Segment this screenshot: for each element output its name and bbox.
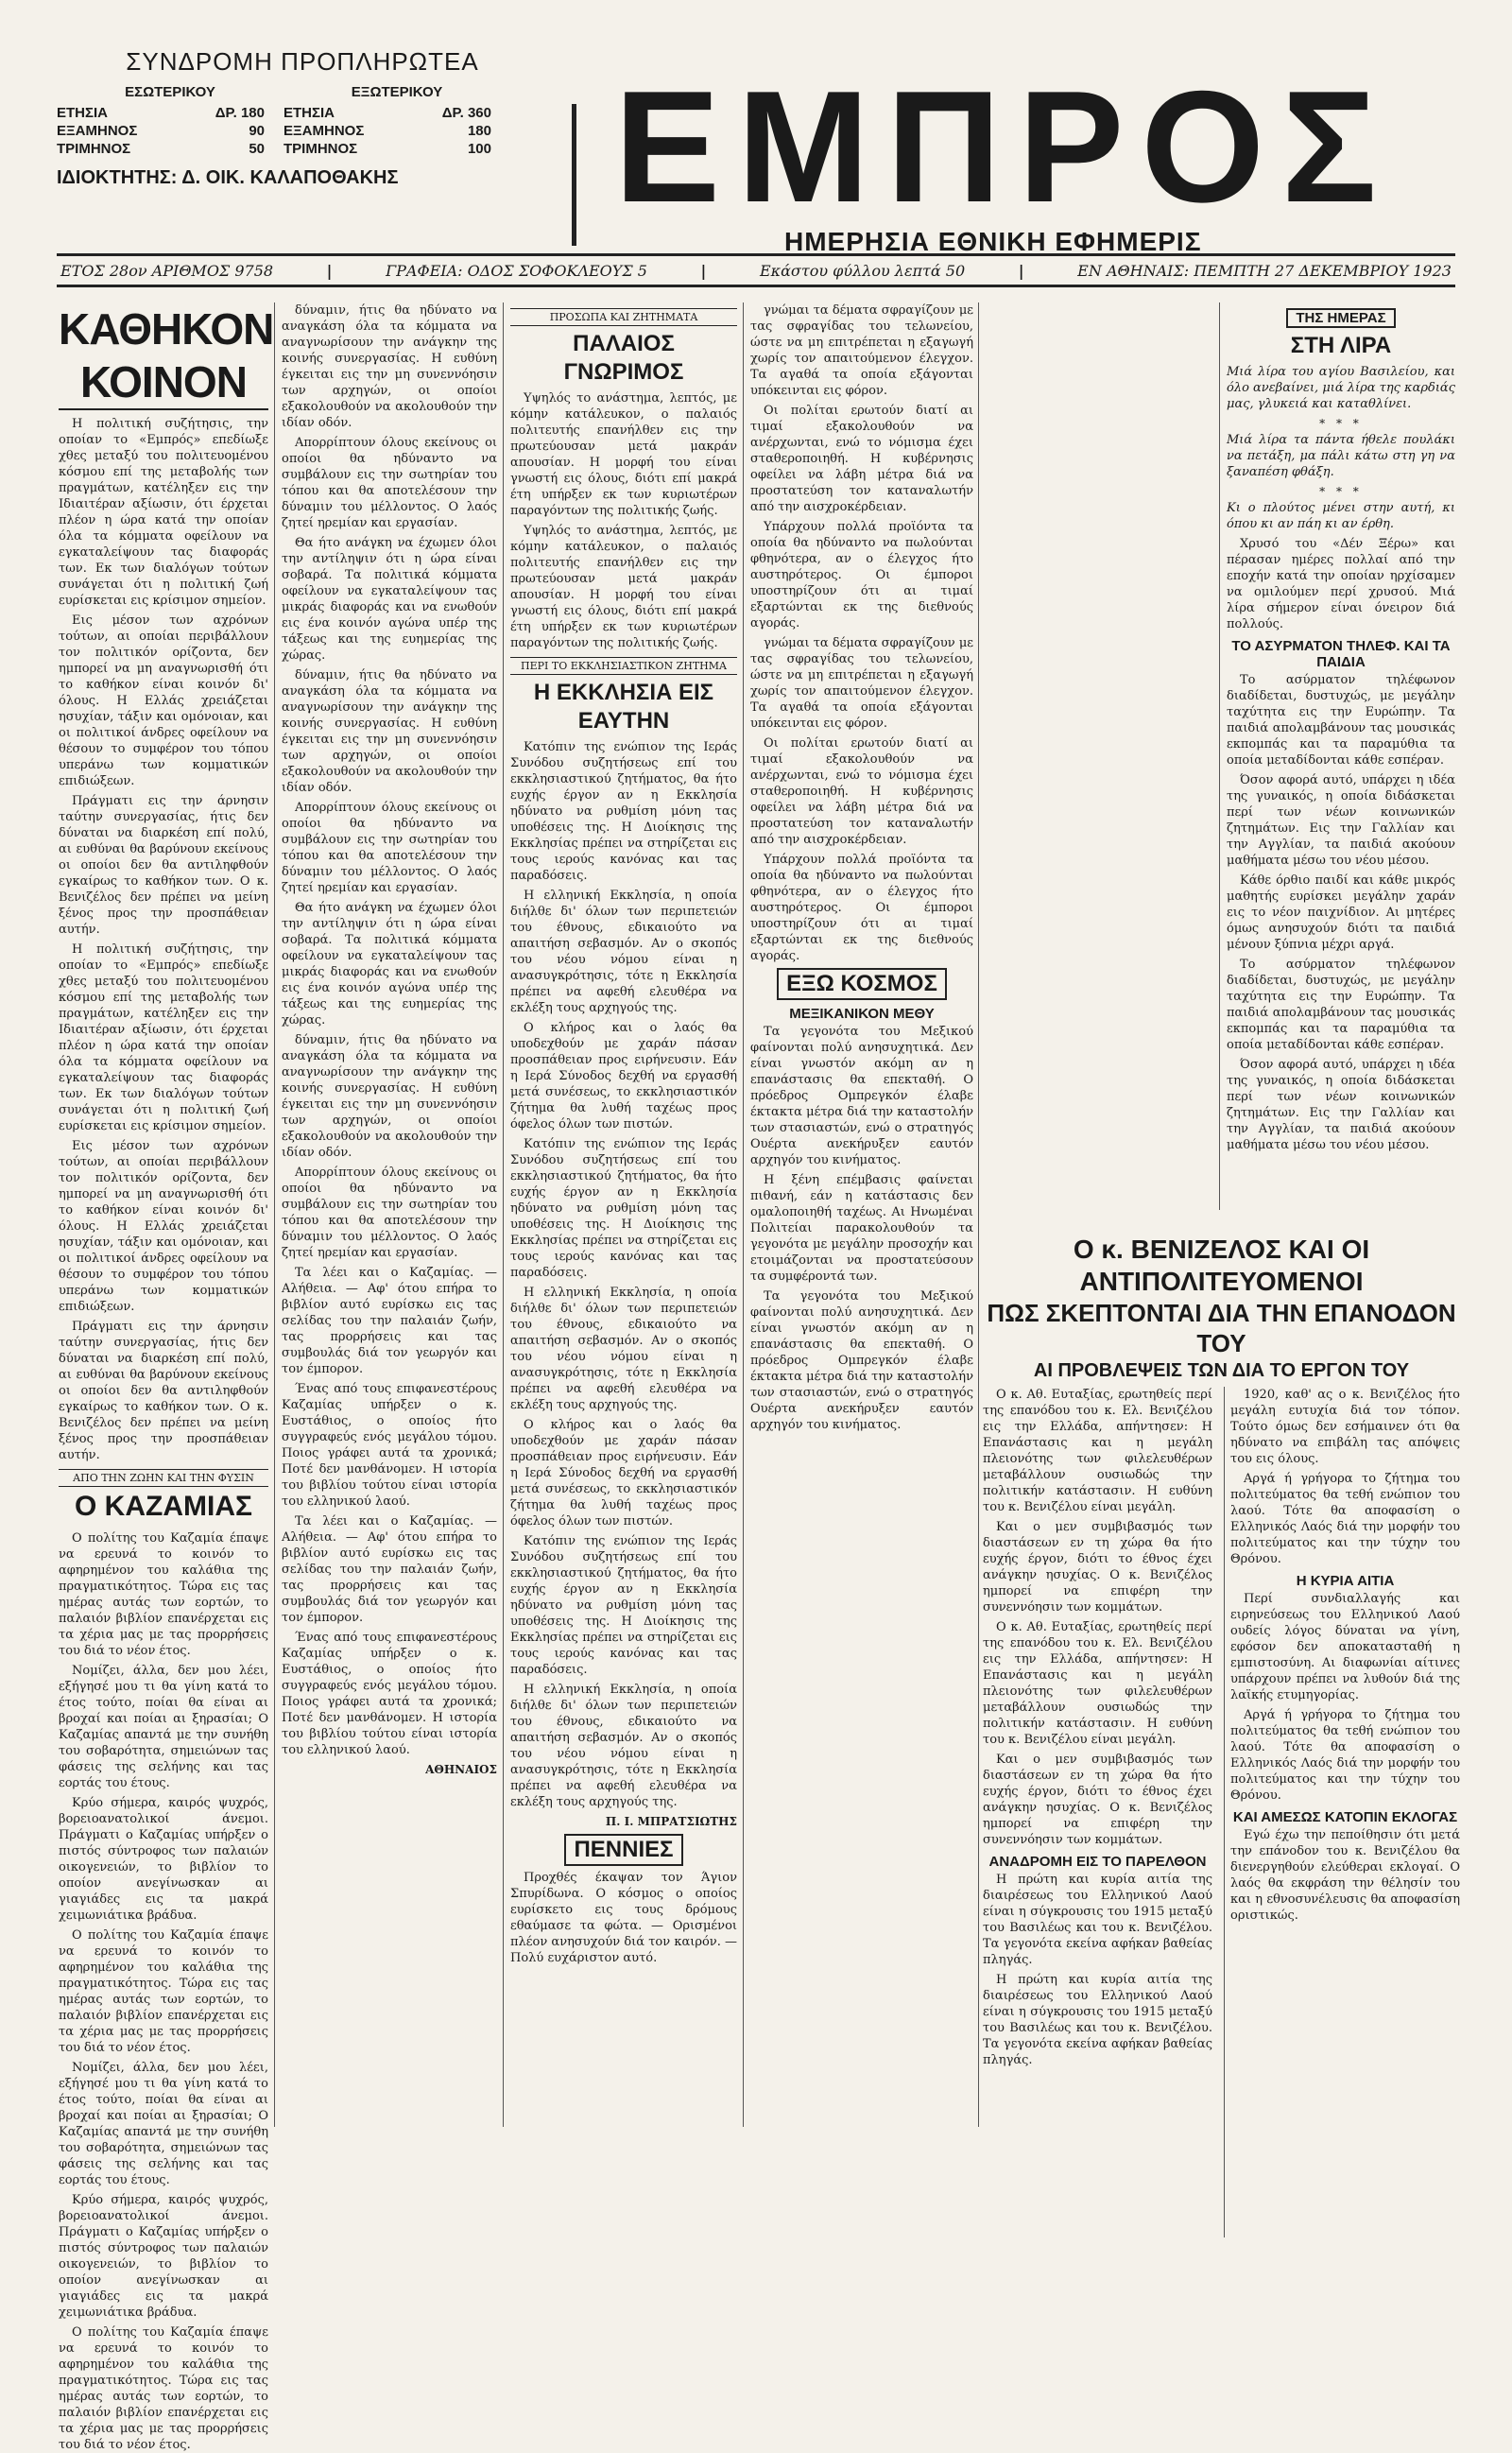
article-paragraph: Τα λέει και ο Καζαμίας. — Αλήθεια. — Αφ' ότου επήρα το βιβλίον αυτό ευρίσκω εις τας σελίδας του την παλαιάν ζωήν, τας προρρήσεις και τας συμβουλάς διά τον γεωργόν και τον έμπορον. [282, 1266, 497, 1376]
foreign-prices [284, 84, 510, 158]
article-paragraph: Εις μέσον των αχρόνων τούτων, αι οποίαι περιβάλλουν τον πολιτικόν ορίζοντα, δεν ημπορεί να μη αναγνωρισθή ότι το καθήκον είναι κοινόν δι' όλους. Η Ελλάς χρειάζεται ησυχίαν, τάξιν και ομόνοιαν, και οι πολιτικοί άνδρες οφείλουν να θέσουν το συμφέρον του τόπου υπεράνω των κομματικών επιδιώξεων. [59, 613, 268, 788]
foreign-label: ΕΞΩΤΕΡΙΚΟΥ [351, 84, 443, 100]
wide-headline: Ο κ. ΒΕΝΙΖΕΛΟΣ ΚΑΙ ΟΙ ΑΝΤΙΠΟΛΙΤΕΥΟΜΕΝΟΙ [1073, 1235, 1370, 1296]
poem-stanza: Μιά λίρα τα πάντα ήθελε πουλάκι να πετάξη, μα πάλι κάτω στη γη να ξαναπέση φθάξη. [1227, 433, 1455, 479]
headline-main: ΚΑΘΗΚΟΝ ΚΟΙΝΟΝ [59, 302, 268, 410]
column-box-label: ΤΗΣ ΗΜΕΡΑΣ [1286, 308, 1395, 328]
sub-headline: ΜΕΞΙΚΑΝΙΚΟΝ ΜΕΘΥ [789, 1006, 935, 1022]
article-paragraph: Τα γεγονότα του Μεξικού φαίνονται πολύ ανησυχητικά. Δεν είναι γνωστόν ακόμη αν η επανάστασις θα επεκταθή. Ο πρόεδρος Ομπρεγκόν έλαβε έκτακτα μέτρα διά την καταστολήν των στασιαστών, ενώ ο στρατηγός Ουέρτα ανεκήρυξεν εαυτόν αρχηγόν του κινήματος. [750, 1289, 973, 1432]
subscription-box [57, 47, 510, 189]
section-headline: ΣΤΗ ΛΙΡΑ [1290, 333, 1392, 358]
article-paragraph: Οι πολίται ερωτούν διατί αι τιμαί εξακολουθούν να ανέρχωνται, ενώ το νόμισμα έχει σταθεροποιηθή. Η κυβέρνησις οφείλει να λάβη μέτρα διά να προστατεύση τον καταναλωτήν από την αισχροκέρδειαν. [750, 404, 973, 514]
column-divider [978, 302, 979, 2127]
price-row: ΤΡΙΜΗΝΟΣ 100 [284, 141, 491, 157]
masthead-divider [572, 104, 576, 246]
masthead [57, 47, 1455, 256]
article-paragraph: Υψηλός το ανάστημα, λεπτός, με κόμην κατάλευκον, ο παλαιός πολιτευτής επανήλθεν εις την πρωτεύουσαν μετά μακράν απουσίαν. Η μορφή του είναι γνωστή εις όλους, διότι επί μακρά έτη υπήρξεν εκ των κυριωτέρων παραγόντων της πολιτικής ζωής. [510, 391, 737, 518]
price-row: ΕΤΗΣΙΑ ΔΡ. 360 [284, 105, 491, 121]
column-divider [1219, 302, 1220, 1210]
section-kicker: ΠΕΡΙ ΤΟ ΕΚΚΛΗΣΙΑΣΤΙΚΟΝ ΖΗΤΗΜΑ [510, 657, 737, 675]
issue-date: ΕΝ ΑΘΗΝΑΙΣ: ΠΕΜΠΤΗ 27 ΔΕΚΕΜΒΡΙΟΥ 1923 [1077, 261, 1452, 280]
article-paragraph: Ο πολίτης του Καζαμία έπαψε να ερευνά το κοινόν το αφηρημένον του καλάθια της πραγματικότητος. Τώρα εις τας ημέρας αυτάς των εορτών, το παλαιόν βιβλίον επανέρχεται εις τα χέρια μας με τας προρρήσεις του διά το νέον έτος. [59, 1928, 268, 2055]
article-paragraph: Και ο μεν συμβιβασμός των διαστάσεων εν τη χώρα θα ήτο ευχής έργον, διότι το έθνος έχει ανάγκην ησυχίας. Ο κ. Βενιζέλος ημπορεί να επιφέρη την συνεννόησιν των κομμάτων. [983, 1520, 1212, 1615]
article-paragraph: Ο κλήρος και ο λαός θα υποδεχθούν με χαράν πάσαν προσπάθειαν προς ειρήνευσιν. Εάν η Ιερά Σύνοδος δεχθή να εργασθή μετά συνέσεως, το εκκλησιαστικόν ζήτημα θα λυθή ταχέως προς όφελος όλων των πιστών. [510, 1418, 737, 1529]
article-paragraph: Εγώ έχω την πεποίθησιν ότι μετά την επάνοδον του κ. Βενιζέλου θα διενεργηθούν ελεύθεραι εκλογαί. Ο λαός θα εκφράση την θέλησίν του και η εθνοσυνέλευσις θα αποφασίση οριστικώς. [1230, 1828, 1460, 1923]
section-kicker: ΑΠΟ ΤΗΝ ΖΩΗΝ ΚΑΙ ΤΗΝ ΦΥΣΙΝ [59, 1469, 268, 1487]
domestic-prices [57, 84, 284, 158]
price-row: ΕΞΑΜΗΝΟΣ 90 [57, 123, 265, 139]
article-paragraph: Το ασύρματον τηλέφωνον διαδίδεται, δυστυχώς, με μεγάλην ταχύτητα εις την Ευρώπην. Τα παιδιά απολαμβάνουν τας μουσικάς εκπομπάς και τα παραμύθια τα οποία μεταδίδονται κάθε εσπέραν. [1227, 958, 1455, 1052]
wide-deck: ΑΙ ΠΡΟΒΛΕΨΕΙΣ ΤΩΝ ΔΙΑ ΤΟ ΕΡΓΟΝ ΤΟΥ [1033, 1360, 1410, 1381]
column-2 [282, 302, 497, 2127]
article-paragraph: Ένας από τους επιφανεστέρους Καζαμίας υπήρξεν ο κ. Ευστάθιος, ο οποίος ήτο συγγραφεύς ενός μεγάλου τόμου. Ποιος γράφει αυτά τα χρονικά; Ποτέ δεν μανθάνομεν. Η ιστορία του βιβλίου τούτου είναι ιστορία του ελληνικού λαού. [282, 1382, 497, 1509]
article-paragraph: Νομίζει, άλλα, δεν μου λέει, εξήγησέ μου τι θα γίνη κατά το έτος τούτο, ποίαι θα είναι αι βροχαί και ποίαι αι ξηρασίαι; Ο Καζαμίας απαντά με την συνήθη του σοβαρότητα, σημειώνων τας φάσεις της σελήνης και τας εορτάς του έτους. [59, 1664, 268, 1790]
article-paragraph: Ο κ. Αθ. Ευταξίας, ερωτηθείς περί της επανόδου του κ. Ελ. Βενιζέλου εις την Ελλάδα, απήντησεν: Η Επανάστασις και η μεγάλη πλειονότης των φιλελευθέρων μεταβάλλουν ουσιωδώς την πολιτικήν κατάστασιν. Η ευθύνη του κ. Βενιζέλου είναι μεγάλη. [983, 1620, 1212, 1747]
issue-price: Εκάστου φύλλου λεπτά 50 [759, 261, 966, 280]
article-paragraph: Ο κλήρος και ο λαός θα υποδεχθούν με χαράν πάσαν προσπάθειαν προς ειρήνευσιν. Εάν η Ιερά Σύνοδος δεχθή να εργασθή μετά συνέσεως, το εκκλησιαστικόν ζήτημα θα λυθή ταχέως προς όφελος όλων των πιστών. [510, 1021, 737, 1131]
article-paragraph: Αργά ή γρήγορα το ζήτημα του πολιτεύματος θα τεθή ενώπιον του λαού. Τότε θα αποφασίση ο Ελληνικός Λαός διά την μορφήν του πολιτεύματος και την τύχην του Θρόνου. [1230, 1472, 1460, 1566]
section-headline: ΕΞΩ ΚΟΣΜΟΣ [777, 968, 947, 1000]
section-headline: Η ΕΚΚΛΗΣΙΑ ΕΙΣ ΕΑΥΤΗΝ [533, 680, 714, 734]
star-divider: * * * [1319, 417, 1363, 430]
wide-right-column [1224, 1387, 1460, 2237]
column-3 [510, 302, 737, 2127]
section-kicker: ΠΡΟΣΩΠΑ ΚΑΙ ΖΗΤΗΜΑΤΑ [510, 308, 737, 326]
article-paragraph: Υψηλός το ανάστημα, λεπτός, με κόμην κατάλευκον, ο παλαιός πολιτευτής επανήλθεν εις την πρωτεύουσαν μετά μακράν απουσίαν. Η μορφή του είναι γνωστή εις όλους, διότι επί μακρά έτη υπήρξεν εκ των κυριωτέρων παραγόντων της πολιτικής ζωής. [510, 524, 737, 650]
article-paragraph: Η πολιτική συζήτησις, την οποίαν το «Εμπρός» επεδίωξε χθες μεταξύ του πολιτευομένου κόσμου επί της μεταβολής των πραγμάτων, κατέληξεν εις την Ιδιαιτέραν αξίωσιν, ότι έρχεται πλέον η ώρα κατά την οποίαν όλα τα κόμματα οφείλουν να εγκαταλείψουν τας διαφοράς των. Εκ των διαλόγων τούτων συνάγεται ότι η πολιτική ζωή ευρίσκεται εις κρίσιμον σημείον. [59, 942, 268, 1133]
article-paragraph: Η ξένη επέμβασις φαίνεται πιθανή, εάν η κατάστασις δεν ομαλοποιηθή ταχέως. Αι Ηνωμέναι Πολιτείαι παρακολουθούν τα γεγονότα με μεγάλην προσοχήν και ετοιμάζονται να προστατεύσουν τα συμφέροντά των. [750, 1173, 973, 1284]
sub-headline: ΚΑΙ ΑΜΕΣΩΣ ΚΑΤΟΠΙΝ ΕΚΛΟΓΑΣ [1232, 1809, 1458, 1825]
poem-stanza: Κι ο πλούτος μένει στην αυτή, κι όπου κι αν πάη κι αν έρθη. [1227, 501, 1455, 531]
article-paragraph: Η ελληνική Εκκλησία, η οποία διήλθε δι' όλων των περιπετειών του έθνους, εδικαιούτο να απαιτήση σεβασμόν. Αν ο σκοπός του νέου νόμου είναι η ανασυγκρότησις, τότε η Εκκλησία πρέπει να αφεθή ελευθέρα να εκλέξη τους αρχηγούς της. [510, 1683, 737, 1809]
newspaper-logo: ΕΜΠΡΟΣ [614, 58, 1394, 235]
author-signature: ΑΘΗΝΑΙΟΣ [425, 1763, 497, 1776]
article-paragraph: Κάθε όρθιο παιδί και κάθε μικρός μαθητής ευρίσκει μεγάλην χαράν εις το νέον παιχνίδιον. Αι μητέρες όμως ανησυχούν διότι τα παιδιά μένουν ξύπνια μέχρι αργά. [1227, 873, 1455, 952]
article-paragraph: Όσον αφορά αυτό, υπάρχει η ιδέα της γυναικός, η οποία διδάσκεται περί των νέων κοινωνικών ζητημάτων. Εις την Γαλλίαν και την Αγγλίαν, τα παιδιά ακούουν μαθήματα μέσω του νέου μέσου. [1227, 773, 1455, 868]
article-paragraph: Εις μέσον των αχρόνων τούτων, αι οποίαι περιβάλλουν τον πολιτικόν ορίζοντα, δεν ημπορεί να μη αναγνωρισθή ότι το καθήκον είναι κοινόν δι' όλους. Η Ελλάς χρειάζεται ησυχίαν, τάξιν και ομόνοιαν, και οι πολιτικοί άνδρες οφείλουν να θέσουν το συμφέρον του τόπου υπεράνω των κομματικών επιδιώξεων. [59, 1139, 268, 1314]
year-issue: ΕΤΟΣ 28ον ΑΡΙΘΜΟΣ 9758 [60, 261, 274, 280]
sub-headline: ΑΝΑΔΡΟΜΗ ΕΙΣ ΤΟ ΠΑΡΕΛΘΟΝ [988, 1854, 1207, 1870]
article-paragraph: Ένας από τους επιφανεστέρους Καζαμίας υπήρξεν ο κ. Ευστάθιος, ο οποίος ήτο συγγραφεύς ενός μεγάλου τόμου. Ποιος γράφει αυτά τα χρονικά; Ποτέ δεν μανθάνομεν. Η ιστορία του βιβλίου τούτου είναι ιστορία του ελληνικού λαού. [282, 1631, 497, 1757]
article-paragraph: Ο πολίτης του Καζαμία έπαψε να ερευνά το κοινόν το αφηρημένον του καλάθια της πραγματικότητος. Τώρα εις τας ημέρας αυτάς των εορτών, το παλαιόν βιβλίον επανέρχεται εις τα χέρια μας με τας προρρήσεις του διά το νέον έτος. [59, 2325, 268, 2452]
column-divider [503, 302, 504, 2127]
article-paragraph: Κρύο σήμερα, καιρός ψυχρός, βορειοανατολικοί άνεμοι. Πράγματι ο Καζαμίας υπήρξεν ο πιστός σύντροφος των παλαιών οικογενειών, το βιβλίον το οποίον ανεγίνωσκαν αι γιαγιάδες εις τα μακρά χειμωνιάτικα βράδυα. [59, 1796, 268, 1923]
article-paragraph: γνώμαι τα δέματα σφραγίζουν με τας σφραγίδας του τελωνείου, ώστε να μη επιτρέπεται η εξαγωγή χωρίς τον απαιτούμενον έλεγχον. Τα αγαθά τα οποία εξάγονται υπόκεινται εις φόρον. [750, 636, 973, 731]
article-paragraph: Και ο μεν συμβιβασμός των διαστάσεων εν τη χώρα θα ήτο ευχής έργον, διότι το έθνος έχει ανάγκην ησυχίας. Ο κ. Βενιζέλος ημπορεί να επιφέρη την συνεννόησιν των κομμάτων. [983, 1753, 1212, 1847]
article-paragraph: Η ελληνική Εκκλησία, η οποία διήλθε δι' όλων των περιπετειών του έθνους, εδικαιούτο να απαιτήση σεβασμόν. Αν ο σκοπός του νέου νόμου είναι η ανασυγκρότησις, τότε η Εκκλησία πρέπει να αφεθή ελευθέρα να εκλέξη τους αρχηγούς της. [510, 889, 737, 1015]
article-paragraph: Χρυσό του «Δέν Ξέρω» και πέρασαν ημέρες πολλαί από την εποχήν κατά την οποίαν ηρχίσαμεν να ομιλούμεν περί χρυσού. Μιά λίρα σήμερον είναι όνειρον διά πολλούς. [1227, 537, 1455, 631]
section-headline: Ο ΚΑΖΑΜΙΑΣ [75, 1491, 252, 1522]
article-paragraph: Οι πολίται ερωτούν διατί αι τιμαί εξακολουθούν να ανέρχωνται, ενώ το νόμισμα έχει σταθεροποιηθή. Η κυβέρνησις οφείλει να λάβη μέτρα διά να προστατεύση τον καταναλωτήν από την αισχροκέρδειαν. [750, 736, 973, 847]
article-paragraph: Υπάρχουν πολλά προϊόντα τα οποία θα ηδύναντο να πωλούνται φθηνότερα, αν ο έλεγχος ήτο αυστηρότερος. Οι έμποροι υποστηρίζουν ότι αι τιμαί εξαρτώνται εκ της διεθνούς αγοράς. [750, 853, 973, 963]
section-headline: ΠΕΝΝΙΕΣ [564, 1834, 682, 1866]
wide-article [983, 1234, 1460, 2237]
article-paragraph: Θα ήτο ανάγκη να έχωμεν όλοι την αντίληψιν ότι η ώρα είναι σοβαρά. Τα πολιτικά κόμματα οφείλουν να εγκαταλείψουν τας μικράς διαφοράς και να ενωθούν εις ένα κοινόν αγώνα υπέρ της τάξεως και της ευημερίας της χώρας. [282, 536, 497, 663]
article-paragraph: Η ελληνική Εκκλησία, η οποία διήλθε δι' όλων των περιπετειών του έθνους, εδικαιούτο να απαιτήση σεβασμόν. Αν ο σκοπός του νέου νόμου είναι η ανασυγκρότησις, τότε η Εκκλησία πρέπει να αφεθή ελευθέρα να εκλέξη τους αρχηγούς της. [510, 1286, 737, 1412]
column-1 [59, 302, 274, 2452]
column-4 [750, 302, 973, 1432]
article-paragraph: Νομίζει, άλλα, δεν μου λέει, εξήγησέ μου τι θα γίνη κατά το έτος τούτο, ποίαι θα είναι αι βροχαί και ποίαι αι ξηρασίαι; Ο Καζαμίας απαντά με την συνήθη του σοβαρότητα, σημειώνων τας φάσεις της σελήνης και τας εορτάς του έτους. [59, 2061, 268, 2187]
article-paragraph: Προχθές έκαψαν τον Άγιον Σπυρίδωνα. Ο κόσμος ο οποίος ευρίσκετο εις τους δρόμους εθαύμασε τα φώτα. — Ορισμένοι πλέον ανησυχούν διά τον καιρόν. — Πολύ ευχάριστον αυτό. [510, 1871, 737, 1965]
subscription-title: ΣΥΝΔΡΟΜΗ ΠΡΟΠΛΗΡΩΤΕΑ [126, 47, 479, 76]
column-5 [1227, 302, 1455, 1219]
article-paragraph: Τα γεγονότα του Μεξικού φαίνονται πολύ ανησυχητικά. Δεν είναι γνωστόν ακόμη αν η επανάστασις θα επεκταθή. Ο πρόεδρος Ομπρεγκόν έλαβε έκτακτα μέτρα διά την καταστολήν των στασιαστών, ενώ ο στρατηγός Ουέρτα ανεκήρυξεν εαυτόν αρχηγόν του κινήματος. [750, 1025, 973, 1167]
article-paragraph: Κατόπιν της ενώπιον της Ιεράς Συνόδου συζητήσεως επί του εκκλησιαστικού ζητήματος, θα ήτο ευχής έργον αν η Εκκλησία ηδύνατο να ρυθμίση μόνη τας υποθέσεις της. Η Διοίκησις της Εκκλησίας πρέπει να στηρίζεται εις τους ιερούς κανόνας και τας παραδόσεις. [510, 740, 737, 883]
article-paragraph: Ο πολίτης του Καζαμία έπαψε να ερευνά το κοινόν το αφηρημένον του καλάθια της πραγματικότητος. Τώρα εις τας ημέρας αυτάς των εορτών, το παλαιόν βιβλίον επανέρχεται εις τα χέρια μας με τας προρρήσεις του διά το νέον έτος. [59, 1531, 268, 1658]
wide-left-column [983, 1387, 1212, 2237]
sub-headline: Η ΚΥΡΙΑ ΑΙΤΙΑ [1296, 1573, 1395, 1589]
article-paragraph: Όσον αφορά αυτό, υπάρχει η ιδέα της γυναικός, η οποία διδάσκεται περί των νέων κοινωνικών ζητημάτων. Εις την Γαλλίαν και την Αγγλίαν, τα παιδιά ακούουν μαθήματα μέσω του νέου μέσου. [1227, 1058, 1455, 1152]
wide-subheadline: ΠΩΣ ΣΚΕΠΤΟΝΤΑΙ ΔΙΑ ΤΗΝ ΕΠΑΝΟΔΟΝ ΤΟΥ [987, 1299, 1456, 1357]
column-divider [274, 302, 275, 2127]
poem-stanza: Μιά λίρα του αγίου Βασιλείου, και όλο ανεβαίνει, μιά λίρα της καρδιάς μας, γλυκειά και καταθλίνει. [1227, 365, 1455, 411]
star-divider: * * * [1319, 485, 1363, 498]
article-paragraph: Κατόπιν της ενώπιον της Ιεράς Συνόδου συζητήσεως επί του εκκλησιαστικού ζητήματος, θα ήτο ευχής έργον αν η Εκκλησία ηδύνατο να ρυθμίση μόνη τας υποθέσεις της. Η Διοίκησις της Εκκλησίας πρέπει να στηρίζεται εις τους ιερούς κανόνας και τας παραδόσεις. [510, 1534, 737, 1677]
article-paragraph: Η πολιτική συζήτησις, την οποίαν το «Εμπρός» επεδίωξε χθες μεταξύ του πολιτευομένου κόσμου επί της μεταβολής των πραγμάτων, κατέληξεν εις την Ιδιαιτέραν αξίωσιν, ότι έρχεται πλέον η ώρα κατά την οποίαν όλα τα κόμματα οφείλουν να εγκαταλείψουν τας διαφοράς των. Εκ των διαλόγων τούτων συνάγεται ότι η πολιτική ζωή ευρίσκεται εις κρίσιμον σημείον. [59, 417, 268, 608]
column-divider [743, 302, 744, 2127]
offices: ΓΡΑΦΕΙΑ: ΟΔΟΣ ΣΟΦΟΚΛΕΟΥΣ 5 [386, 261, 647, 280]
price-row: ΕΤΗΣΙΑ ΔΡ. 180 [57, 105, 265, 121]
sub-headline: ΤΟ ΑΣΥΡΜΑΤΟΝ ΤΗΛΕΦ. ΚΑΙ ΤΑ ΠΑΙΔΙΑ [1231, 638, 1451, 670]
section-headline: ΠΑΛΑΙΟΣ ΓΝΩΡΙΜΟΣ [563, 331, 684, 385]
article-paragraph: Πράγματι εις την άρνησιν ταύτην συνεργασίας, ήτις δεν δύναται να διαρκέση επί πολύ, αι ευθύναι θα βαρύνουν εκείνους οι οποίοι δεν θα αντιληφθούν εγκαίρως το καθήκον των. Ο κ. Βενιζέλος δεν πρέπει να μείνη ξένος προς την προσπάθειαν αυτήν. [59, 794, 268, 937]
article-paragraph: 1920, καθ' ας ο κ. Βενιζέλος ήτο μεγάλη ευτυχία διά τον τόπον. Τούτο όμως δεν εσήμαινεν ότι θα ηδύνατο να επιβάλη τας απόψεις του εις όλους. [1230, 1388, 1460, 1466]
article-paragraph: δύναμιν, ήτις θα ηδύνατο να αναγκάση όλα τα κόμματα να αναγνωρίσουν την ανάγκην της κοινής συνεργασίας. Η ευθύνη έγκειται εις την μη συνεννόησιν των αρχηγών, οι οποίοι εξακολουθούν να ακολουθούν την ιδίαν οδόν. [282, 668, 497, 795]
article-paragraph: Πράγματι εις την άρνησιν ταύτην συνεργασίας, ήτις δεν δύναται να διαρκέση επί πολύ, αι ευθύναι θα βαρύνουν εκείνους οι οποίοι δεν θα αντιληφθούν εγκαίρως το καθήκον των. Ο κ. Βενιζέλος δεν πρέπει να μείνη ξένος προς την προσπάθειαν αυτήν. [59, 1320, 268, 1462]
author-signature: Π. Ι. ΜΠΡΑΤΣΙΩΤΗΣ [605, 1815, 737, 1828]
article-paragraph: Η πρώτη και κυρία αιτία της διαιρέσεως του Ελληνικού Λαού είναι η σύγκρουσις του 1915 μεταξύ του Βασιλέως και του κ. Βενιζέλου. Τα γεγονότα εκείνα αφήκαν βαθείας πληγάς. [983, 1973, 1212, 2067]
article-paragraph: Το ασύρματον τηλέφωνον διαδίδεται, δυστυχώς, με μεγάλην ταχύτητα εις την Ευρώπην. Τα παιδιά απολαμβάνουν τας μουσικάς εκπομπάς και τα παραμύθια τα οποία μεταδίδονται κάθε εσπέραν. [1227, 673, 1455, 768]
article-paragraph: Κατόπιν της ενώπιον της Ιεράς Συνόδου συζητήσεως επί του εκκλησιαστικού ζητήματος, θα ήτο ευχής έργον αν η Εκκλησία ηδύνατο να ρυθμίση μόνη τας υποθέσεις της. Η Διοίκησις της Εκκλησίας πρέπει να στηρίζεται εις τους ιερούς κανόνας και τας παραδόσεις. [510, 1137, 737, 1280]
owner-line: ΙΔΙΟΚΤΗΤΗΣ: Δ. ΟΙΚ. ΚΑΛΑΠΟΘΑΚΗΣ [57, 167, 399, 188]
tagline: ΗΜΕΡΗΣΙΑ ΕΘΝΙΚΗ ΕΦΗΜΕΡΙΣ [784, 227, 1202, 256]
price-row: ΕΞΑΜΗΝΟΣ 180 [284, 123, 491, 139]
article-paragraph: δύναμιν, ήτις θα ηδύνατο να αναγκάση όλα τα κόμματα να αναγνωρίσουν την ανάγκην της κοινής συνεργασίας. Η ευθύνη έγκειται εις την μη συνεννόησιν των αρχηγών, οι οποίοι εξακολουθούν να ακολουθούν την ιδίαν οδόν. [282, 303, 497, 430]
article-paragraph: Αργά ή γρήγορα το ζήτημα του πολιτεύματος θα τεθή ενώπιον του λαού. Τότε θα αποφασίση ο Ελληνικός Λαός διά την μορφήν του πολιτεύματος και την τύχην του Θρόνου. [1230, 1708, 1460, 1803]
article-paragraph: Απορρίπτουν όλους εκείνους οι οποίοι θα ηδύναντο να συμβάλουν εις την σωτηρίαν του τόπου και θα αποτελέσουν την δύναμιν του μέλλοντος. Ο λαός ζητεί ηρεμίαν και εργασίαν. [282, 801, 497, 895]
article-paragraph: Κρύο σήμερα, καιρός ψυχρός, βορειοανατολικοί άνεμοι. Πράγματι ο Καζαμίας υπήρξεν ο πιστός σύντροφος των παλαιών οικογενειών, το βιβλίον το οποίον ανεγίνωσκαν αι γιαγιάδες εις τα μακρά χειμωνιάτικα βράδυα. [59, 2193, 268, 2320]
article-paragraph: Θα ήτο ανάγκη να έχωμεν όλοι την αντίληψιν ότι η ώρα είναι σοβαρά. Τα πολιτικά κόμματα οφείλουν να εγκαταλείψουν τας μικράς διαφοράς και να ενωθούν εις ένα κοινόν αγώνα υπέρ της τάξεως και της ευημερίας της χώρας. [282, 901, 497, 1028]
price-row: ΤΡΙΜΗΝΟΣ 50 [57, 141, 265, 157]
article-paragraph: Τα λέει και ο Καζαμίας. — Αλήθεια. — Αφ' ότου επήρα το βιβλίον αυτό ευρίσκω εις τας σελίδας του την παλαιάν ζωήν, τας προρρήσεις και τας συμβουλάς διά τον γεωργόν και τον έμπορον. [282, 1514, 497, 1625]
issue-info-bar: ΕΤΟΣ 28ον ΑΡΙΘΜΟΣ 9758 | ΓΡΑΦΕΙΑ: ΟΔΟΣ ΣΟΦΟΚΛΕΟΥΣ 5 | Εκάστου φύλλου λεπτά 50 | ΕΝ ΑΘΗΝΑΙΣ: ΠΕΜΠΤΗ 27 ΔΕΚΕΜΒΡΙΟΥ 1923 [57, 253, 1455, 287]
article-paragraph: δύναμιν, ήτις θα ηδύνατο να αναγκάση όλα τα κόμματα να αναγνωρίσουν την ανάγκην της κοινής συνεργασίας. Η ευθύνη έγκειται εις την μη συνεννόησιν των αρχηγών, οι οποίοι εξακολουθούν να ακολουθούν την ιδίαν οδόν. [282, 1033, 497, 1160]
domestic-label: ΕΣΩΤΕΡΙΚΟΥ [125, 84, 215, 100]
article-paragraph: Ο κ. Αθ. Ευταξίας, ερωτηθείς περί της επανόδου του κ. Ελ. Βενιζέλου εις την Ελλάδα, απήντησεν: Η Επανάστασις και η μεγάλη πλειονότης των φιλελευθέρων μεταβάλλουν ουσιωδώς την πολιτικήν κατάστασιν. Η ευθύνη του κ. Βενιζέλου είναι μεγάλη. [983, 1388, 1212, 1514]
article-paragraph: Η πρώτη και κυρία αιτία της διαιρέσεως του Ελληνικού Λαού είναι η σύγκρουσις του 1915 μεταξύ του Βασιλέως και του κ. Βενιζέλου. Τα γεγονότα εκείνα αφήκαν βαθείας πληγάς. [983, 1873, 1212, 1967]
article-paragraph: Υπάρχουν πολλά προϊόντα τα οποία θα ηδύναντο να πωλούνται φθηνότερα, αν ο έλεγχος ήτο αυστηρότερος. Οι έμποροι υποστηρίζουν ότι αι τιμαί εξαρτώνται εκ της διεθνούς αγοράς. [750, 520, 973, 631]
article-paragraph: γνώμαι τα δέματα σφραγίζουν με τας σφραγίδας του τελωνείου, ώστε να μη επιτρέπεται η εξαγωγή χωρίς τον απαιτούμενον έλεγχον. Τα αγαθά τα οποία εξάγονται υπόκεινται εις φόρον. [750, 303, 973, 398]
article-paragraph: Περί συνδιαλλαγής και ειρηνεύσεως του Ελληνικού Λαού ουδείς λόγος δύναται να γίνη, εφόσον δεν αποκατασταθή η εμπιστοσύνη. Αι διαφωνίαι αίτινες υπάρχουν πρέπει να λυθούν διά της λαϊκής ετυμηγορίας. [1230, 1592, 1460, 1702]
article-paragraph: Απορρίπτουν όλους εκείνους οι οποίοι θα ηδύναντο να συμβάλουν εις την σωτηρίαν του τόπου και θα αποτελέσουν την δύναμιν του μέλλοντος. Ο λαός ζητεί ηρεμίαν και εργασίαν. [282, 1166, 497, 1260]
article-paragraph: Απορρίπτουν όλους εκείνους οι οποίοι θα ηδύναντο να συμβάλουν εις την σωτηρίαν του τόπου και θα αποτελέσουν την δύναμιν του μέλλοντος. Ο λαός ζητεί ηρεμίαν και εργασίαν. [282, 436, 497, 530]
